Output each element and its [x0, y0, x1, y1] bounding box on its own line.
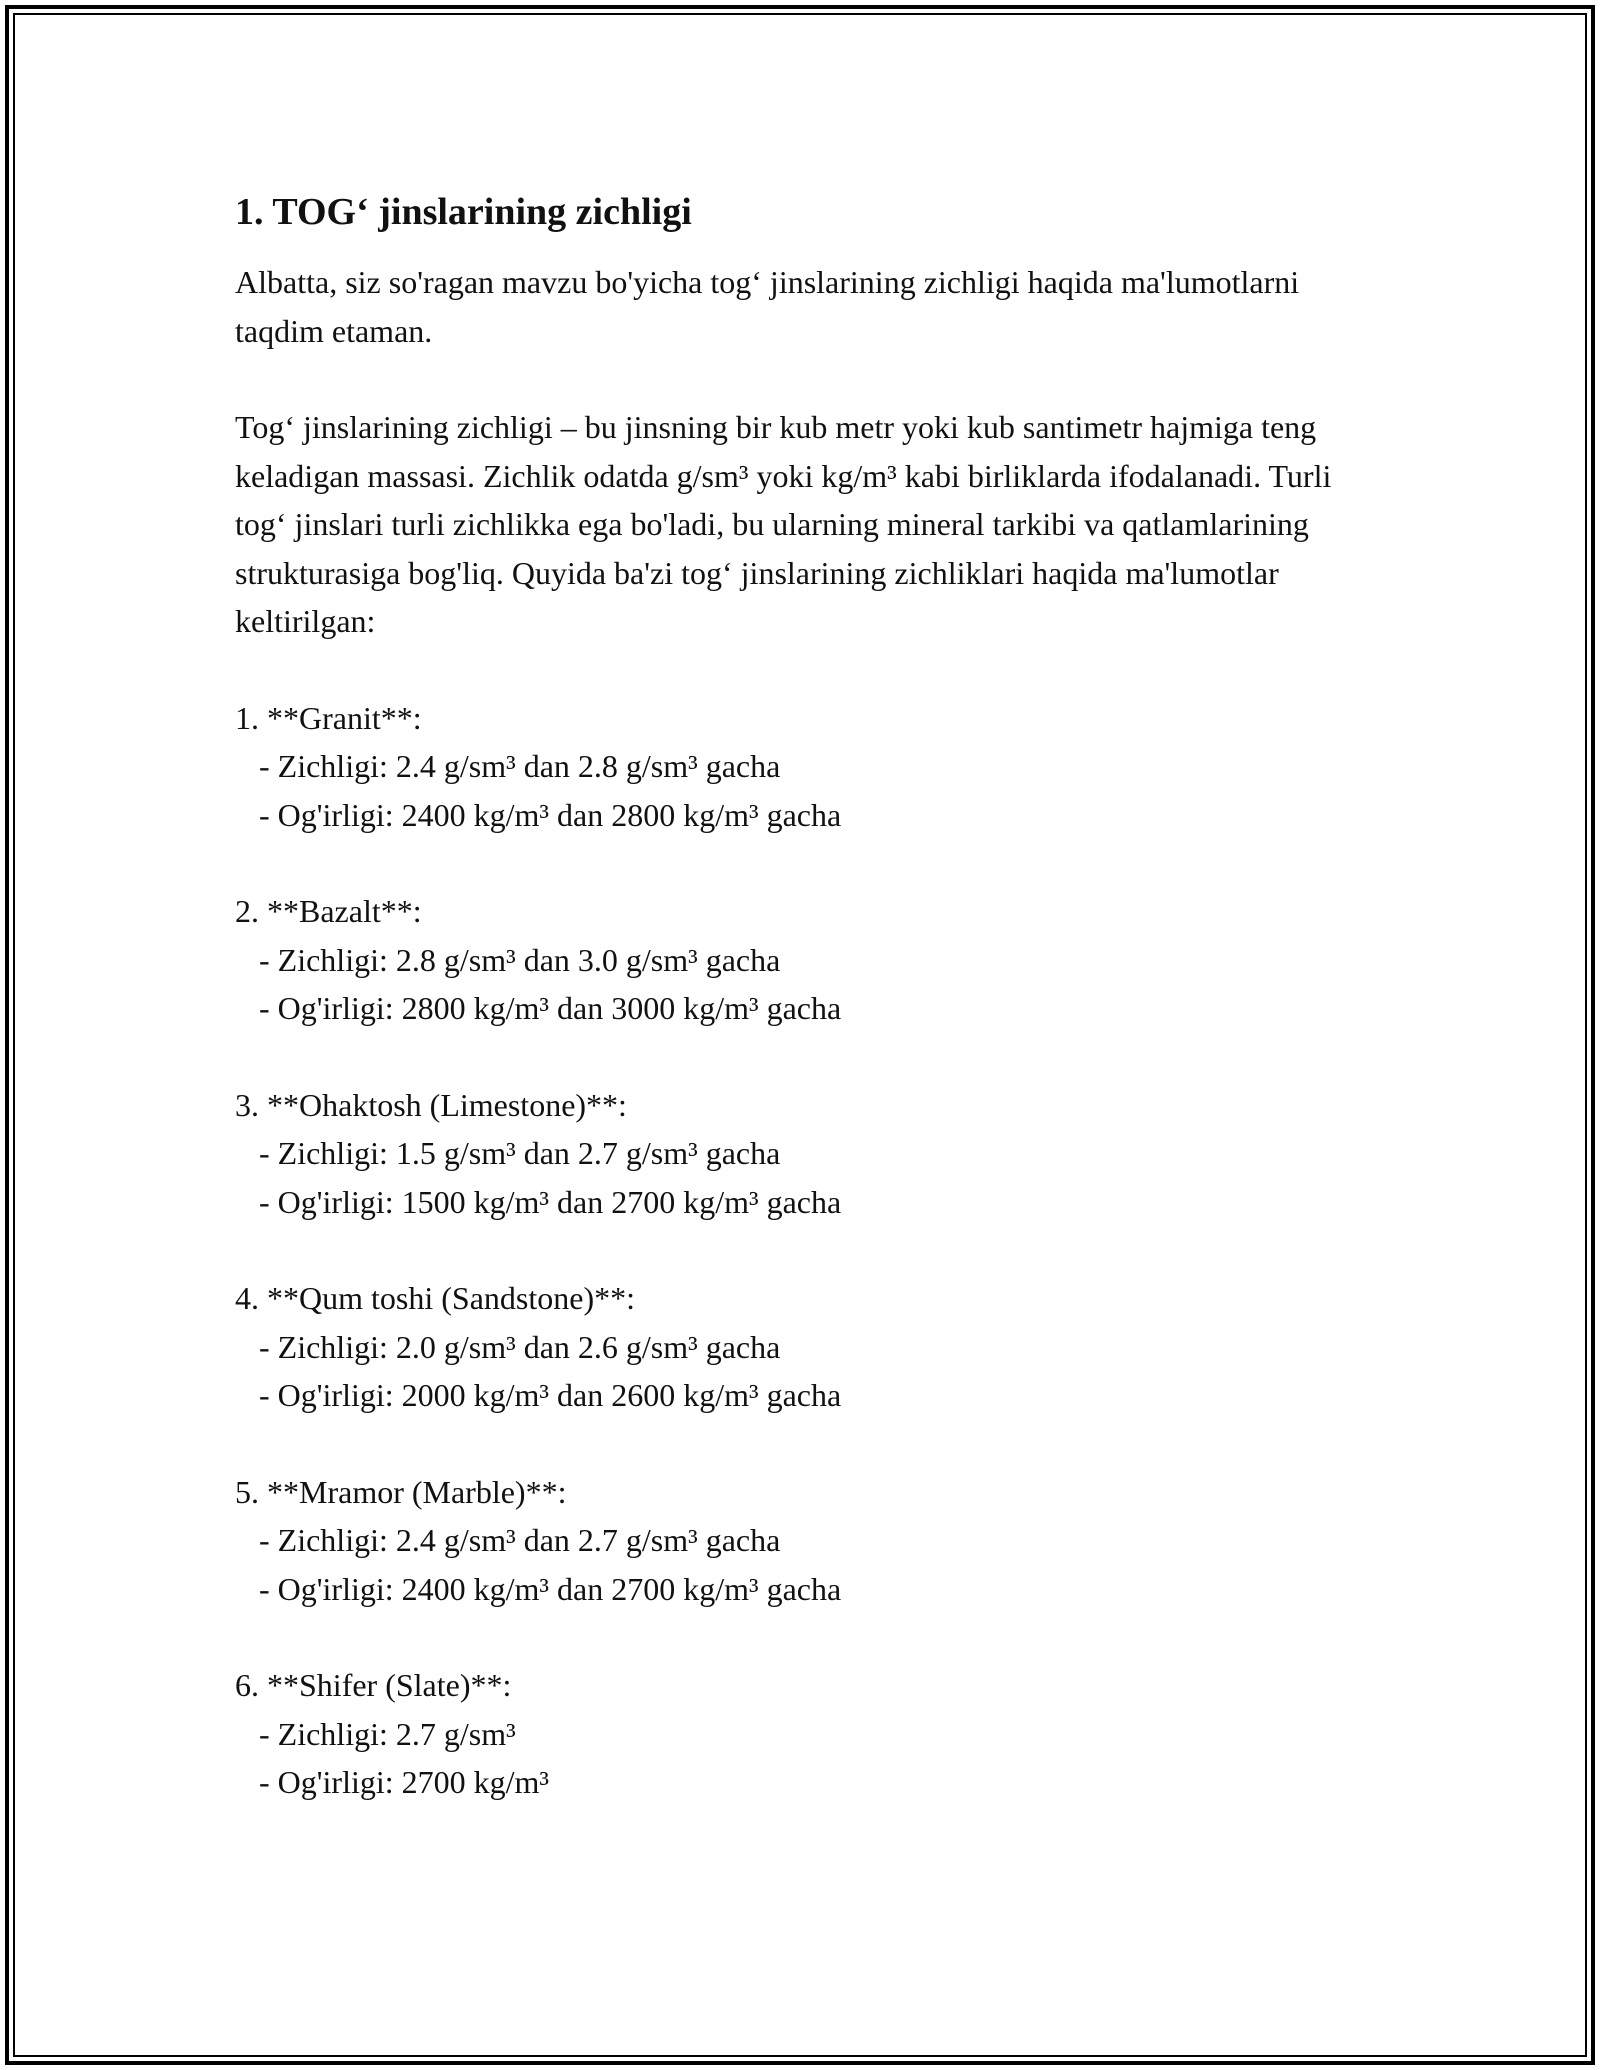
density-line: - Zichligi: 2.4 g/sm³ dan 2.7 g/sm³ gacha: [235, 1522, 781, 1558]
rock-heading: 3. **Ohaktosh (Limestone)**:: [235, 1086, 627, 1123]
weight-line: - Og'irligi: 2400 kg/m³ dan 2800 kg/m³ gacha: [235, 796, 842, 833]
list-item: [235, 1661, 1385, 1807]
density-line: - Zichligi: 2.8 g/sm³ dan 3.0 g/sm³ gacha: [235, 941, 781, 978]
weight-line: - Og'irligi: 2000 kg/m³ dan 2600 kg/m³ gacha: [235, 1377, 842, 1413]
weight-line: - Og'irligi: 2700 kg/m³: [235, 1764, 550, 1800]
weight-line: - Og'irligi: 2400 kg/m³ dan 2700 kg/m³ gacha: [235, 1570, 842, 1607]
list-item: [235, 887, 1385, 1033]
density-line: - Zichligi: 1.5 g/sm³ dan 2.7 g/sm³ gacha: [235, 1135, 781, 1171]
weight-line: - Og'irligi: 1500 kg/m³ dan 2700 kg/m³ gacha: [235, 1183, 842, 1220]
list-item: [235, 1468, 1385, 1614]
document-title: 1. TOG‘ jinslarining zichligi: [235, 191, 692, 233]
density-line: - Zichligi: 2.4 g/sm³ dan 2.8 g/sm³ gacha: [235, 748, 781, 784]
rock-heading: 4. **Qum toshi (Sandstone)**:: [235, 1280, 635, 1316]
rock-heading: 1. **Granit**:: [235, 699, 422, 736]
rock-heading: 2. **Bazalt**:: [235, 893, 422, 929]
description-paragraph: Tog‘ jinslarining zichligi – bu jinsning bir kub metr yoki kub santimetr hajmiga teng keladigan massasi. Zichlik odatda g/sm³ yoki kg/m³ kabi birliklarda ifodalanadi. Turli tog‘ jinslari turli zichlikka ega bo'ladi, bu ularning mineral tarkibi va qatlamlarining strukturasiga bog'liq. Quyida ba'zi tog‘ jinslarining zichliklari haqida ma'lumotlar keltirilgan:: [235, 409, 1332, 639]
weight-line: - Og'irligi: 2800 kg/m³ dan 3000 kg/m³ gacha: [235, 990, 842, 1026]
rock-heading: 5. **Mramor (Marble)**:: [235, 1473, 567, 1510]
list-item: [235, 1081, 1385, 1227]
density-line: - Zichligi: 2.0 g/sm³ dan 2.6 g/sm³ gacha: [235, 1328, 781, 1365]
intro-paragraph: Albatta, siz so'ragan mavzu bo'yicha tog‘ jinslarining zichligi haqida ma'lumotlarni taqdim etaman.: [235, 264, 1300, 349]
rock-heading: 6. **Shifer (Slate)**:: [235, 1667, 512, 1703]
list-item: [235, 1274, 1385, 1420]
density-line: - Zichligi: 2.7 g/sm³: [235, 1715, 516, 1752]
document-body: [235, 188, 1385, 1855]
list-item: [235, 694, 1385, 840]
